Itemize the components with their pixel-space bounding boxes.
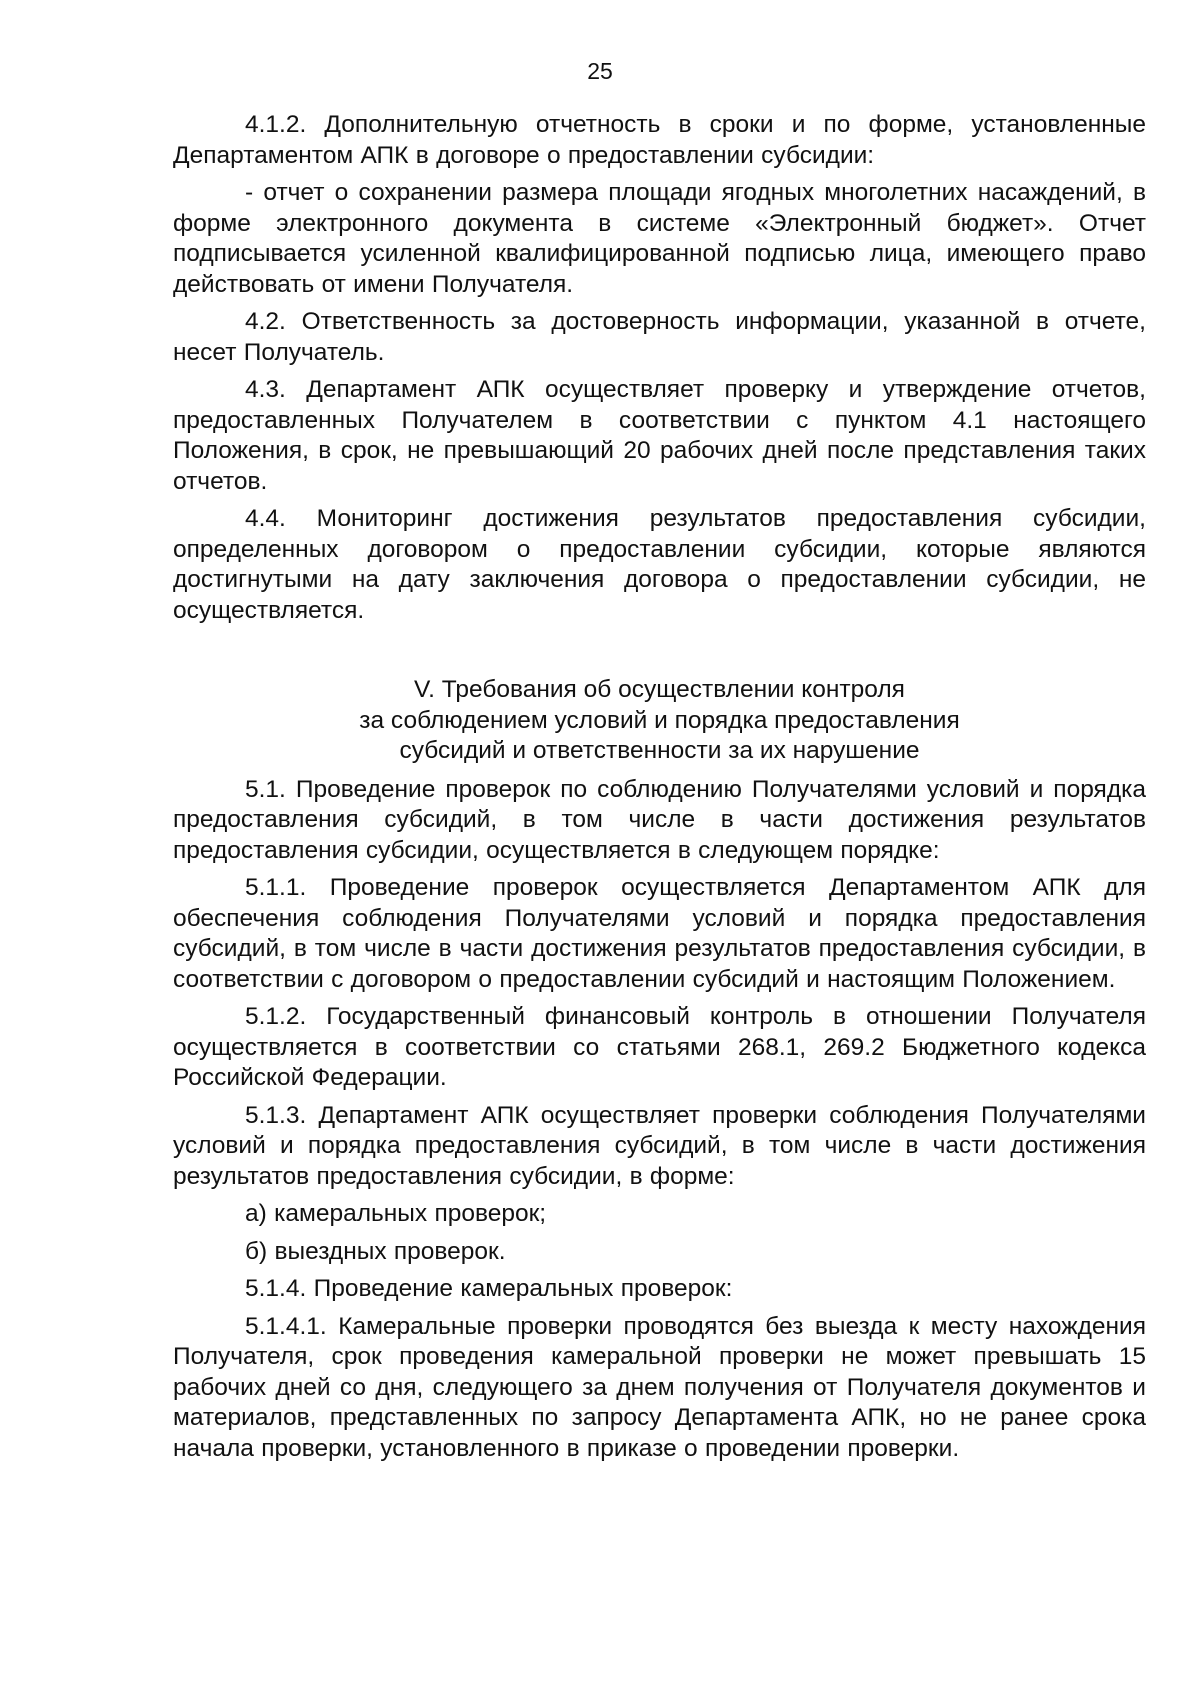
- paragraph-4-1-2: 4.1.2. Дополнительную отчетность в сроки и по форме, установленные Департаментом АПК в договоре о предоставлении субсидии:: [173, 111, 1146, 169]
- paragraph-4-4: 4.4. Мониторинг достижения результатов предоставления субсидии, определенных договором о предоставлении субсидии, которые являются достигнутыми на дату заключения договора о предоставлении субсидии, не осуществляется.: [173, 505, 1146, 624]
- document-body: [173, 110, 1146, 1471]
- section-title-line: субсидий и ответственности за их нарушение: [399, 737, 920, 764]
- paragraph-report-item: - отчет о сохранении размера площади ягодных многолетних насаждений, в форме электронного документа в системе «Электронный бюджет». Отчет подписывается усиленной квалифицированной подписью лица, имеющего право действовать от имени Получателя.: [173, 179, 1146, 298]
- page-number: 25: [587, 58, 613, 84]
- paragraph-4-2: 4.2. Ответственность за достоверность информации, указанной в отчете, несет Получатель.: [173, 308, 1146, 366]
- paragraph-5-1-2: 5.1.2. Государственный финансовый контроль в отношении Получателя осуществляется в соответствии со статьями 268.1, 269.2 Бюджетного кодекса Российской Федерации.: [173, 1003, 1146, 1091]
- paragraph-4-3: 4.3. Департамент АПК осуществляет проверку и утверждение отчетов, предоставленных Получателем в соответствии с пунктом 4.1 настоящего Положения, в срок, не превышающий 20 рабочих дней после представления таких отчетов.: [173, 376, 1146, 495]
- paragraph-list-item-a: а) камеральных проверок;: [245, 1200, 547, 1227]
- paragraph-5-1-4: 5.1.4. Проведение камеральных проверок:: [245, 1275, 733, 1302]
- paragraph-5-1: 5.1. Проведение проверок по соблюдению Получателями условий и порядка предоставления субсидий, в том числе в части достижения результатов предоставления субсидии, осуществляется в следующем порядке:: [173, 775, 1146, 864]
- section-title-line: за соблюдением условий и порядка предоставления: [359, 706, 960, 734]
- section-title-line: V. Требования об осуществлении контроля: [414, 676, 905, 703]
- paragraph-5-1-3: 5.1.3. Департамент АПК осуществляет проверки соблюдения Получателями условий и порядка предоставления субсидий, в том числе в части достижения результатов предоставления субсидии, в форме:: [173, 1101, 1146, 1190]
- paragraph-list-item-b: б) выездных проверок.: [245, 1237, 506, 1265]
- section-title: [173, 675, 1146, 767]
- paragraph-5-1-4-1: 5.1.4.1. Камеральные проверки проводятся без выезда к месту нахождения Получателя, срок проведения камеральной проверки не может превышать 15 рабочих дней со дня, следующего за днем получения от Получателя документов и материалов, представленных по запросу Департамента АПК, но не ранее срока начала проверки, установленного в приказе о проведении проверки.: [173, 1312, 1146, 1462]
- paragraph-5-1-1: 5.1.1. Проведение проверок осуществляется Департаментом АПК для обеспечения соблюдения Получателями условий и порядка предоставления субсидий, в том числе в части достижения результатов предоставления субсидии, в соответствии с договором о предоставлении субсидий и настоящим Положением.: [173, 874, 1146, 993]
